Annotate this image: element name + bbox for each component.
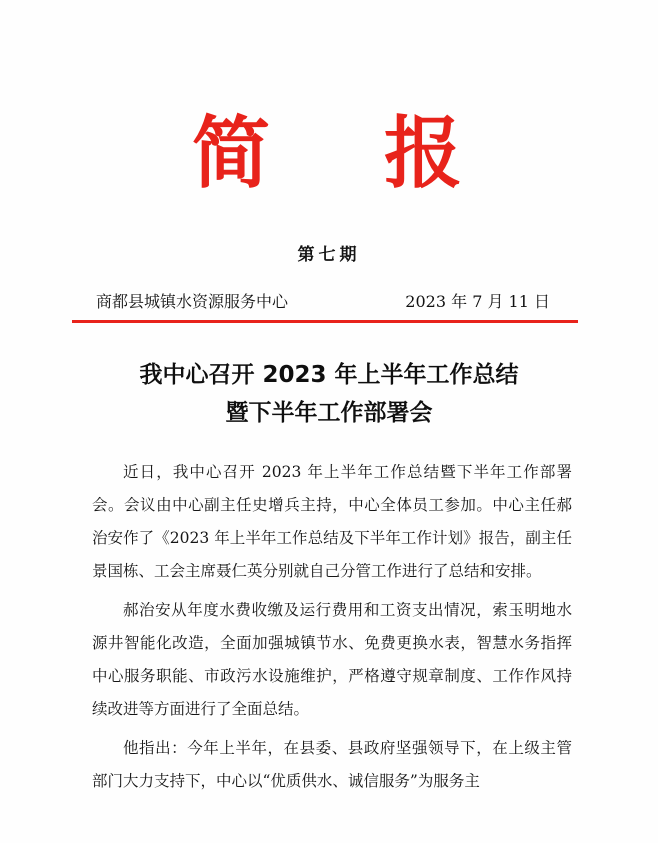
masthead-title-char-1: 简: [192, 108, 271, 199]
issuing-organization: 商都县城镇水资源服务中心: [96, 292, 289, 311]
issue-number: 第七期: [297, 245, 361, 265]
paragraph-3: 他指出：今年上半年，在县委、县政府坚强领导下，在上级主管部门大力支持下，中心以“优质供水、诚信服务”为服务主: [92, 739, 572, 790]
masthead: [0, 108, 658, 200]
article-body: [92, 456, 572, 804]
masthead-title-char-2: 报: [384, 108, 463, 199]
issue-date: 2023 年 7 月 11 日: [405, 292, 550, 311]
red-divider-line: [72, 320, 578, 323]
paragraph-1: 近日，我中心召开 2023 年上半年工作总结暨下半年工作部署会。会议由中心副主任史增兵主持，中心全体员工参加。中心主任郝治安作了《2023 年上半年工作总结及下半年工作计划》报告，副主任景国栋、工会主席聂仁英分别就自己分管工作进行了总结和安排。: [92, 463, 572, 580]
paragraph-2: 郝治安从年度水费收缴及运行费用和工资支出情况，索玉明地水源井智能化改造，全面加强城镇节水、免费更换水表，智慧水务指挥中心服务职能、市政污水设施维护，严格遵守规章制度、工作作风持续改进等方面进行了全面总结。: [92, 601, 572, 718]
article-title-line-1: 我中心召开 2023 年上半年工作总结: [139, 362, 519, 388]
article-title-line-2: 暨下半年工作部署会: [225, 400, 433, 426]
